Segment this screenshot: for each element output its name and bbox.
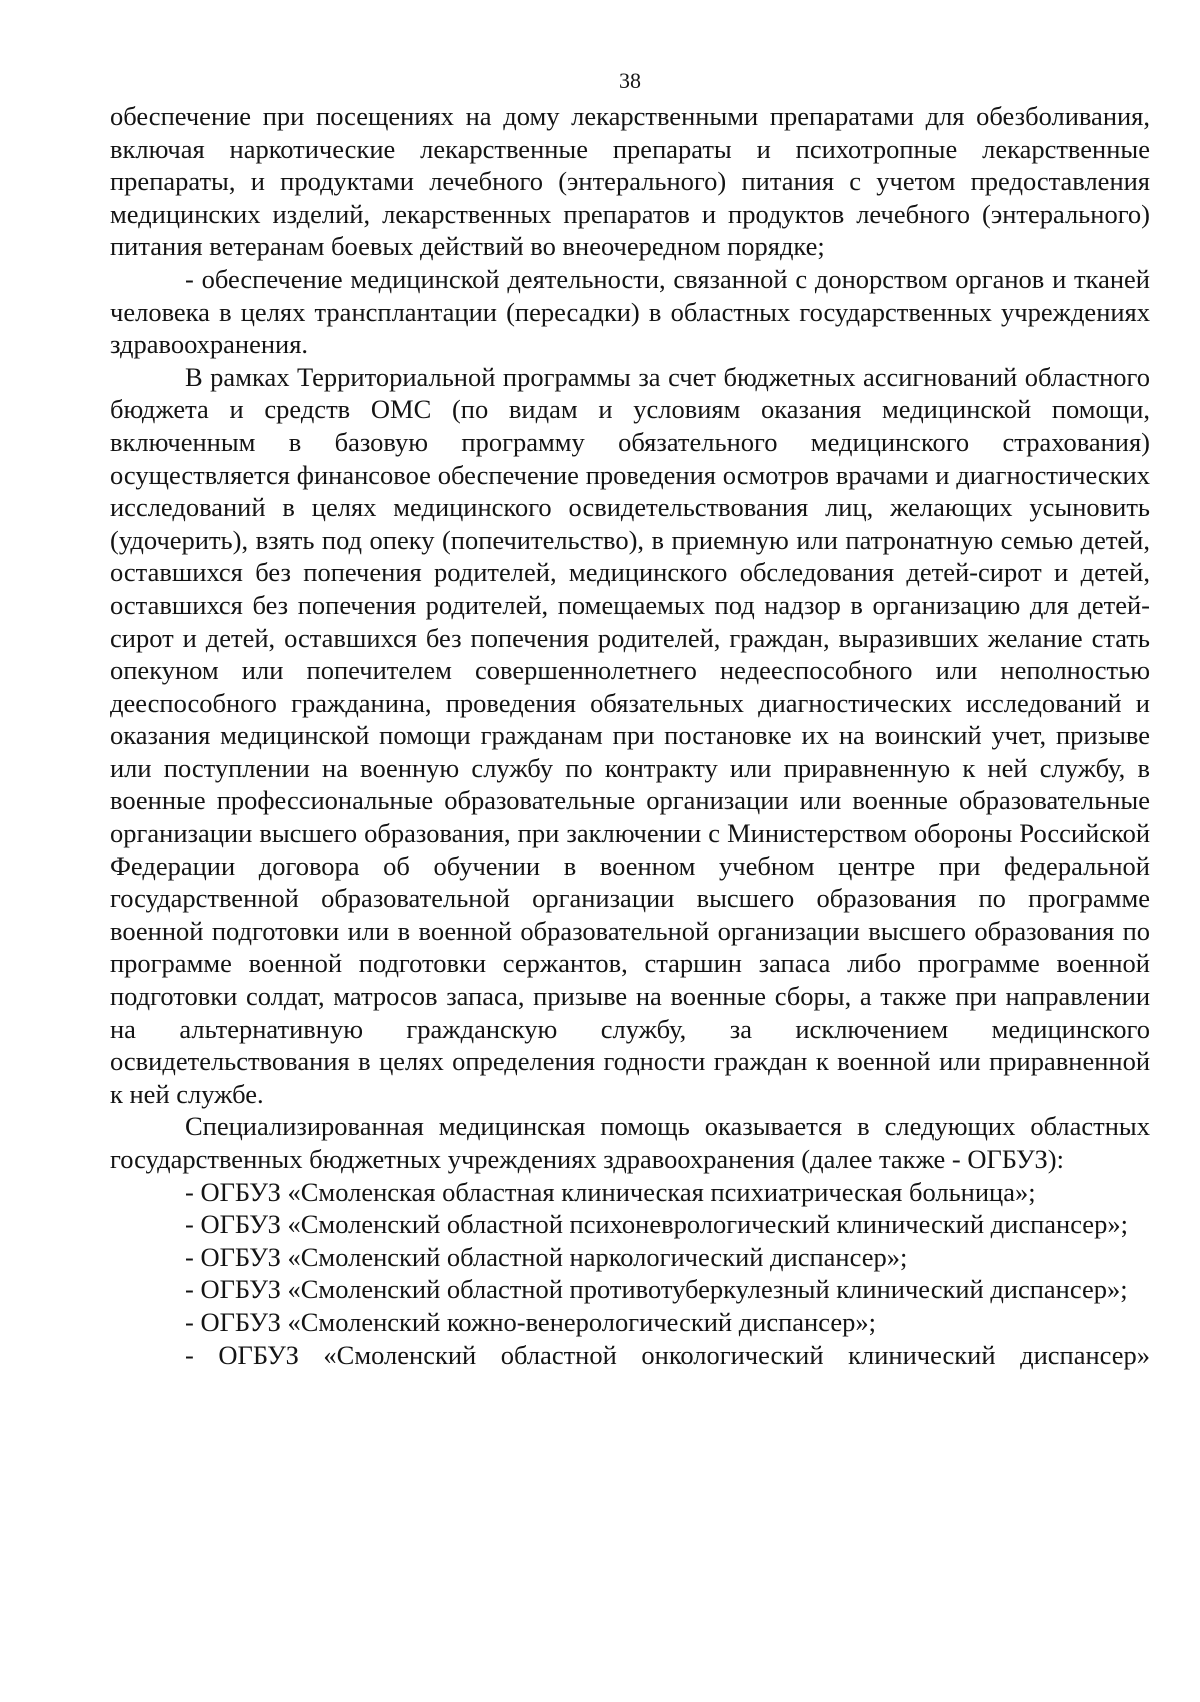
paragraph-specialized-care: Специализированная медицинская помощь оказывается в следующих областных государственных бюджетных учреждениях здравоохранения (далее также - ОГБУЗ): [110,1111,1150,1174]
list-item-psychoneurological-dispensary: - ОГБУЗ «Смоленский областной психоневрологический клинический диспансер»; [185,1209,1128,1240]
paragraph-continuation: обеспечение при посещениях на дому лекарственными препаратами для обезболивания, включая наркотические лекарственные препараты и психотропные лекарственные препараты, и продуктами лечебного (энтерального) питания с учетом предоставления медицинских изделий, лекарственных препаратов и продуктов лечебного (энтерального) питания ветеранам боевых действий во внеочередном порядке; [110,101,1150,262]
paragraph-territorial-program: В рамках Территориальной программы за счет бюджетных ассигнований областного бюджета и средств ОМС (по видам и условиям оказания медицинской помощи, включенным в базовую программу обязательного медицинского страхования) осуществляется финансовое обеспечение проведения осмотров врачами и диагностических исследований в целях медицинского освидетельствования лиц, желающих усыновить (удочерить), взять под опеку (попечительство), в приемную или патронатную семью детей, оставшихся без попечения родителей, медицинского обследования детей-сирот и детей, оставшихся без попечения родителей, помещаемых под надзор в организацию для детей-сирот и детей, оставшихся без попечения родителей, граждан, выразивших желание стать опекуном или попечителем совершеннолетнего недееспособного или неполностью дееспособного гражданина, проведения обязательных диагностических исследований и оказания медицинской помощи гражданам при постановке их на воинский учет, призыве или поступлении на военную службу по контракту или приравненную к ней службу, в военные профессиональные образовательные организации или военные образовательные организации высшего образования, при заключении с Министерством обороны Российской Федерации договора об обучении в военном учебном центре при федеральной государственной образовательной организации высшего образования по программе военной подготовки или в военной образовательной организации высшего образования по программе военной подготовки сержантов, старшин запаса либо программе военной подготовки солдат, матросов запаса, призыве на военные сборы, а также при направлении на альтернативную гражданскую службу, за исключением медицинского освидетельствования в целях определения годности граждан к военной или приравненной к ней службе. [110,361,1150,1109]
page-number: 38 [619,68,641,93]
list-item-psychiatric-hospital: - ОГБУЗ «Смоленская областная клиническая психиатрическая больница»; [185,1176,1036,1207]
page-body [110,100,1150,1371]
list-item-narcological-dispensary: - ОГБУЗ «Смоленский областной наркологический диспансер»; [185,1241,908,1272]
list-item-dermatovenerological-dispensary: - ОГБУЗ «Смоленский кожно-венерологический диспансер»; [185,1306,876,1337]
list-item-tuberculosis-dispensary: - ОГБУЗ «Смоленский областной противотуберкулезный клинический диспансер»; [185,1274,1128,1305]
list-item-oncological-dispensary: - ОГБУЗ «Смоленский областной онкологический клинический диспансер» [185,1339,1150,1370]
list-item-transplantation: - обеспечение медицинской деятельности, связанной с донорством органов и тканей человека в целях трансплантации (пересадки) в областных государственных учреждениях здравоохранения. [110,263,1150,360]
